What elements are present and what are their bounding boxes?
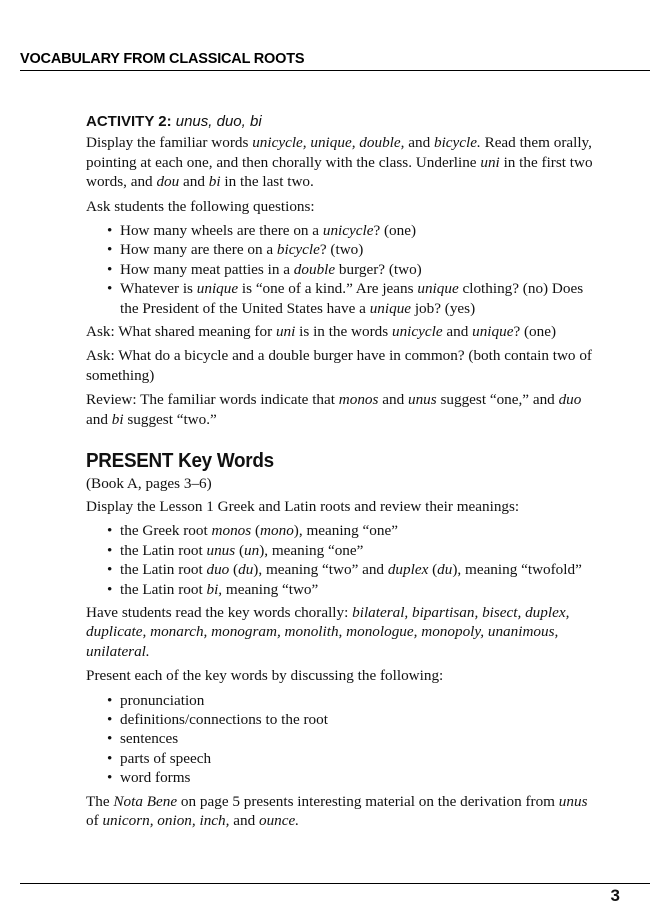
discussion-points bbox=[86, 691, 596, 788]
italic-term: mono bbox=[260, 522, 294, 540]
discussion-point: • definitions/connections to the root bbox=[120, 710, 596, 729]
ask-intro: Ask students the following questions: bbox=[86, 197, 315, 215]
italic-term: bi bbox=[111, 410, 124, 428]
activity-heading bbox=[86, 112, 596, 131]
italic-term: unus bbox=[558, 792, 588, 810]
activity-intro: Display the familiar words unicycle, unique, double, and bicycle. Read them orally, pointing at each one, and then chorally with the class. Underline uni in the first two words, and dou and bi in the last two. bbox=[86, 134, 593, 191]
present-intro: Present each of the key words by discussing the following: bbox=[86, 667, 444, 685]
italic-term: duo bbox=[206, 561, 230, 579]
italic-term: bilateral, bipartisan, bisect, duplex, duplicate, monarch, monogram, monolith, monologue, monopoly, unanimous, unilateral. bbox=[86, 603, 570, 660]
italic-term: bi bbox=[208, 173, 221, 191]
discussion-point: • sentences bbox=[120, 729, 596, 748]
italic-term: unicycle bbox=[322, 222, 374, 240]
italic-term: unus bbox=[407, 391, 437, 409]
discussion-point: • word forms bbox=[120, 768, 596, 787]
root-item: • the Latin root bi, meaning “two” bbox=[120, 580, 596, 599]
question-list bbox=[86, 221, 596, 318]
italic-term: unique bbox=[196, 280, 239, 298]
footer-rule bbox=[20, 883, 650, 884]
running-header: VOCABULARY FROM CLASSICAL ROOTS bbox=[20, 51, 305, 67]
italic-term: dou bbox=[156, 173, 180, 191]
question-item: • How many are there on a bicycle? (two) bbox=[120, 240, 596, 259]
italic-term: uni bbox=[275, 323, 296, 341]
page-number: 3 bbox=[610, 886, 620, 905]
italic-term: un bbox=[244, 541, 260, 559]
question-item: • How many wheels are there on a unicycle? (one) bbox=[120, 221, 596, 240]
italic-term: du bbox=[238, 561, 254, 579]
discussion-point: • parts of speech bbox=[120, 749, 596, 768]
italic-term: bicycle bbox=[276, 241, 320, 259]
nota-bene-paragraph: The Nota Bene on page 5 presents interesting material on the derivation from unus of unicorn, onion, inch, and ounce. bbox=[86, 792, 588, 829]
book-reference: (Book A, pages 3–6) bbox=[86, 474, 212, 492]
review-paragraph: Review: The familiar words indicate that monos and unus suggest “one,” and duo and bi suggest “two.” bbox=[86, 391, 582, 428]
display-intro: Display the Lesson 1 Greek and Latin roots and review their meanings: bbox=[86, 497, 520, 515]
italic-term: bicycle. bbox=[433, 134, 481, 152]
italic-term: uni bbox=[480, 153, 500, 171]
ask-common: Ask: What do a bicycle and a double burger have in common? (both contain two of something) bbox=[86, 347, 592, 384]
root-item: • the Greek root monos (mono), meaning “one” bbox=[120, 521, 596, 540]
activity-label: ACTIVITY 2: bbox=[86, 113, 172, 130]
italic-term: unus bbox=[206, 541, 236, 559]
italic-term: ounce. bbox=[258, 812, 300, 829]
present-heading: PRESENT Key Words bbox=[86, 449, 274, 473]
italic-term: unicycle bbox=[391, 323, 443, 341]
page-content bbox=[86, 112, 596, 835]
ask-shared-meaning: Ask: What shared meaning for uni is in the words unicycle and unique? (one) bbox=[86, 323, 557, 341]
question-item: • Whatever is unique is “one of a kind.” Are jeans unique clothing? (no) Does the President of the United States have a unique job? (yes) bbox=[120, 279, 596, 318]
italic-term: unique bbox=[417, 280, 459, 298]
italic-term: du bbox=[437, 561, 453, 579]
question-item: • How many meat patties in a double burger? (two) bbox=[120, 260, 596, 279]
italic-term: unique bbox=[472, 323, 514, 341]
italic-term: Nota Bene bbox=[113, 792, 178, 810]
italic-term: monos bbox=[338, 391, 379, 409]
header-rule bbox=[20, 70, 650, 71]
italic-term: duo bbox=[558, 391, 582, 409]
discussion-point: • pronunciation bbox=[120, 691, 596, 710]
activity-subtitle: unus, duo, bi bbox=[175, 113, 262, 130]
italic-term: double bbox=[293, 260, 336, 278]
root-item: • the Latin root duo (du), meaning “two” and duplex (du), meaning “twofold” bbox=[120, 560, 596, 579]
roots-list bbox=[86, 521, 596, 599]
italic-term: unicycle, unique, double, bbox=[252, 134, 405, 152]
italic-term: unicorn, onion, inch, bbox=[102, 812, 230, 829]
keywords-paragraph: Have students read the key words chorally: bilateral, bipartisan, bisect, duplex, duplicate, monarch, monogram, monolith, monologue, monopoly, unanimous, unilateral. bbox=[86, 603, 570, 660]
italic-term: duplex bbox=[387, 561, 429, 579]
italic-term: unique bbox=[369, 299, 412, 317]
italic-term: monos bbox=[211, 522, 252, 540]
italic-term: bi, bbox=[206, 580, 223, 598]
root-item: • the Latin root unus (un), meaning “one” bbox=[120, 541, 596, 560]
